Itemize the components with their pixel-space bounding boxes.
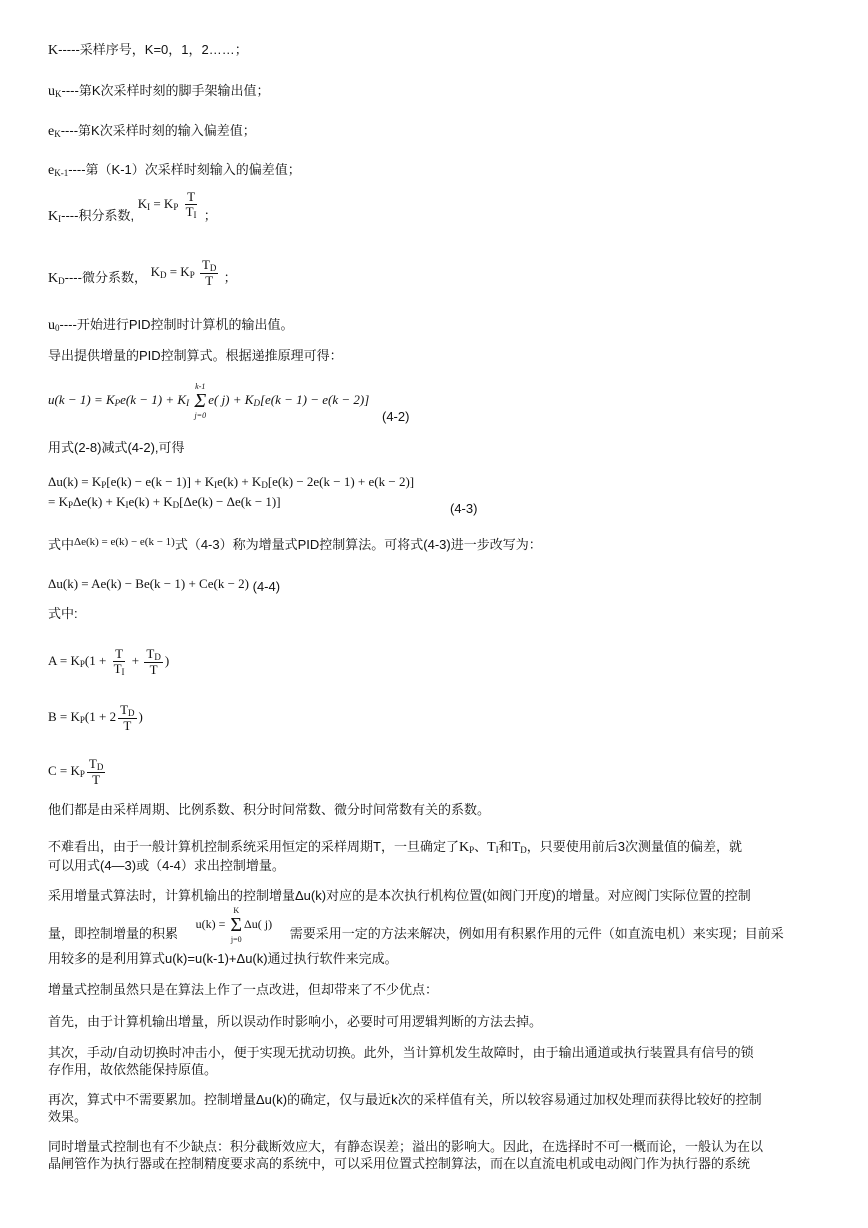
sub-i: I <box>58 214 62 224</box>
num-t: T <box>120 702 129 718</box>
p3-b: 量，即控制增量的积累 <box>48 926 179 941</box>
eq-label-4-4: (4-4) <box>252 579 281 594</box>
paragraph-third-l1: 再次，算式中不需要累加。控制增量Δu(k)的确定，仅与最近k次的采样值有关，所以较容易通过加权处理而获得比较好的控制 <box>48 1092 762 1107</box>
eq-label-4-2: (4-2) <box>382 409 410 424</box>
eq43-l2b: Δe(k) + K <box>73 494 126 509</box>
sub-d: D <box>58 276 65 286</box>
p2-b: ，只要使用前后3次测量值的偏差，就 <box>526 839 742 854</box>
def-ki-text: ----积分系数, <box>61 208 135 223</box>
eqb-close: ) <box>138 709 143 724</box>
def-u0-text: ----开始进行PID控制时计算机的输出值。 <box>59 317 294 332</box>
sigma-bottom: j=0 <box>194 411 207 421</box>
sigma-top: K <box>233 906 240 916</box>
symbol-u: u <box>48 84 55 99</box>
kp-sub: P <box>173 202 179 212</box>
def-ek1 <box>48 162 301 179</box>
eq43-l1a: Δu(k) = K <box>48 474 102 489</box>
sigma-sum <box>194 382 206 420</box>
eq44-math: Δu(k) = Ae(k) − Be(k − 1) + Ce(k − 2) <box>48 576 249 591</box>
paragraph-second-l1: 其次，手动/自动切换时冲击小，便于实现无扰动切换。此外，当计算机发生故障时，由于输出通道或执行装置具有信号的锁 <box>48 1045 754 1060</box>
symbol-e: e <box>48 124 55 139</box>
num-t: T <box>201 257 210 273</box>
sigma-sum <box>230 906 242 944</box>
def-k <box>48 42 248 59</box>
frac-den: T <box>205 273 214 289</box>
sigma-bottom: j=0 <box>230 935 242 945</box>
accum-formula <box>195 906 273 945</box>
def-ek-text: ----第K次采样时刻的输入偏差值； <box>60 123 256 138</box>
kd-lhs: K <box>150 264 160 279</box>
eqa-frac1 <box>112 647 127 677</box>
shizhong-post: 式（4-3）称为增量式PID控制算法。可将式(4-3)进一步改写为： <box>174 537 542 552</box>
p3-line2 <box>48 906 784 944</box>
frac-den <box>112 662 127 677</box>
eq43-l1d: [e(k) − 2e(k − 1) + e(k − 2)] <box>267 474 415 489</box>
ti-sub: I <box>495 845 499 855</box>
kd-sub: D <box>172 500 180 510</box>
eq42-p1: e(k − 1) + K <box>120 392 187 407</box>
kp-sub: P <box>67 500 73 510</box>
eq42-p3: [e(k − 1) − e(k − 2)] <box>259 392 370 407</box>
p2-a: 不难看出，由于一般计算机控制系统采用恒定的采样周期T，一旦确定了 <box>48 839 459 854</box>
sub-0: 0 <box>55 323 60 333</box>
kd-tail: ； <box>223 270 237 285</box>
kd-fraction <box>200 258 218 288</box>
num-sub: D <box>154 652 161 663</box>
num-sub: D <box>96 762 104 773</box>
ki-sub: I <box>214 480 218 490</box>
ki-sub: I <box>186 398 190 408</box>
eq43-l1b: [e(k) − e(k − 1)] + K <box>106 474 215 489</box>
symbol-k: K <box>48 271 59 286</box>
def-ki <box>48 189 217 237</box>
frac-num <box>87 757 105 773</box>
def-uk <box>48 83 270 100</box>
eq43-l2c: e(k) + K <box>128 494 173 509</box>
kd-eq: = K <box>166 264 190 279</box>
def-k-text: -----采样序号，K=0，1，2……； <box>58 42 248 57</box>
num-t: T <box>146 646 155 662</box>
kp-sub: P <box>114 398 121 408</box>
sigma-icon: Σ <box>194 390 207 413</box>
eq43-l2a: = K <box>48 494 68 509</box>
eqa-open: (1 + <box>84 653 110 668</box>
paragraph-drawbacks-l1: 同时增量式控制也有不少缺点：积分截断效应大，有静态误差；溢出的影响大。因此，在选择时不可一概而论，一般认为在以 <box>48 1139 764 1154</box>
frac-den: T <box>149 662 158 678</box>
shizhong-line <box>48 537 542 554</box>
def-kd <box>48 258 237 299</box>
eqc-frac <box>87 757 105 787</box>
ki-sub: I <box>125 500 129 510</box>
paragraph-third-l2: 效果。 <box>48 1109 88 1124</box>
sigma-icon: Σ <box>230 914 243 937</box>
paragraph-sampling <box>48 838 820 874</box>
p3-line3: 用较多的是利用算式u(k)=u(k-1)+Δu(k)通过执行软件来完成。 <box>48 951 398 966</box>
paragraph-drawbacks-l2: 晶闸管作为执行器或在控制精度要求高的系统中，可以采用位置式控制算法，而在以直流电机或电动阀门作为执行器的系统 <box>48 1156 751 1171</box>
symbol-u: u <box>48 318 55 333</box>
p2-and: 和 <box>498 839 512 854</box>
equation-4-3-line2 <box>48 494 281 511</box>
kd-lhs-sub: D <box>159 270 167 280</box>
p2-sep: 、 <box>474 839 488 854</box>
def-u0 <box>48 317 294 334</box>
def-uk-text: ----第K次采样时刻的脚手架输出值； <box>61 83 270 98</box>
eq43-l2d: [Δe(k) − Δe(k − 1)] <box>179 494 281 509</box>
shizhong-label: 式中: <box>48 606 78 621</box>
equation-4-3-line1 <box>48 474 414 491</box>
eqa-plus: + <box>128 653 143 668</box>
frac-num: T <box>187 189 196 205</box>
eqb-open: (1 + 2 <box>84 709 117 724</box>
kp-sub: P <box>189 270 195 280</box>
eq42-lhs: u(k − 1) = K <box>48 392 115 407</box>
kp-symbol: K <box>458 840 470 855</box>
accum-lhs: u(k) = <box>195 917 229 931</box>
eqa-frac2 <box>144 647 162 677</box>
eqa-close: ) <box>164 653 170 668</box>
eqb-lhs: B = K <box>48 709 80 724</box>
den-sub: I <box>121 667 125 678</box>
sigma-top: k-1 <box>195 382 206 392</box>
kp-sub: P <box>101 480 107 490</box>
num-sub: D <box>209 263 217 274</box>
sub-k-1: K-1 <box>54 168 69 178</box>
num-sub: D <box>128 708 135 719</box>
kp-sub: P <box>79 715 85 725</box>
paragraph-advantages: 增量式控制虽然只是在算法上作了一点改进，但却带来了不少优点： <box>48 982 439 997</box>
kp-sub: P <box>469 845 475 855</box>
equation-4-4 <box>48 576 280 592</box>
ki-formula <box>137 189 204 221</box>
kp-sub: P <box>79 769 85 779</box>
accum-rhs: Δu( j) <box>244 917 273 931</box>
use-text: 用式(2-8)减式(4-2),可得 <box>48 440 185 455</box>
frac-num <box>118 703 136 719</box>
eq-label-4-3: (4-3) <box>450 501 478 516</box>
symbol-e: e <box>48 163 55 178</box>
sub-k: K <box>54 129 61 139</box>
frac-num <box>200 258 218 274</box>
sub-k: K <box>55 89 62 99</box>
def-ek <box>48 123 256 140</box>
symbol-k: K <box>48 43 59 58</box>
paragraph-coeffs: 他们都是由采样周期、比例系数、积分时间常数、微分时间常数有关的系数。 <box>48 802 491 817</box>
intro-text: 导出提供增量的PID控制算式。根据递推原理可得： <box>48 348 343 363</box>
equation-c <box>48 752 107 791</box>
def-kd-text: ----微分系数， <box>64 270 147 285</box>
frac-num: T <box>115 646 124 662</box>
eqa-lhs: A = K <box>48 653 80 668</box>
kd-sub: D <box>253 398 260 408</box>
p3-line1: 采用增量式算法时，计算机输出的控制增量Δu(k)对应的是本次执行机构位置(如阀门开度)的增量。对应阀门实际位置的控制 <box>48 888 751 903</box>
frac-den: T <box>92 772 101 788</box>
equation-b <box>48 698 143 737</box>
eqc-lhs: C = K <box>48 763 80 778</box>
den-sub: I <box>193 210 197 221</box>
kp-sub: P <box>79 659 85 669</box>
ti-symbol: T <box>487 840 496 855</box>
kd-sub: D <box>261 480 268 490</box>
symbol-k: K <box>48 209 59 224</box>
num-t: T <box>88 756 97 772</box>
shizhong-pre: 式中 <box>48 537 75 552</box>
equation-a <box>48 642 169 681</box>
p2-c: 可以用式(4—3)或（4-4）求出控制增量。 <box>48 858 285 873</box>
kd-formula <box>150 257 224 289</box>
def-ek1-text: ----第（K-1）次采样时刻输入的偏差值； <box>68 162 301 177</box>
frac-den <box>184 205 199 220</box>
den-t: T <box>113 661 122 677</box>
equation-4-2 <box>48 380 369 421</box>
ki-lhs: K <box>137 196 148 211</box>
p3-c: 需要采用一定的方法来解决，例如用有积累作用的元件（如直流电机）来实现；目前采 <box>289 926 784 941</box>
ki-fraction <box>184 190 199 220</box>
td-sub: D <box>520 845 527 855</box>
eq42-p2: e( j) + K <box>208 392 254 407</box>
td-symbol: T <box>511 840 521 855</box>
paragraph-first: 首先，由于计算机输出增量，所以误动作时影响小，必要时可用逻辑判断的方法去掉。 <box>48 1014 543 1029</box>
eq43-l1c: e(k) + K <box>217 474 262 489</box>
paragraph-second-l2: 存作用，故依然能保持原值。 <box>48 1062 218 1077</box>
ki-lhs-sub: I <box>147 202 151 212</box>
den-t: T <box>185 204 194 220</box>
delta-e-formula: Δe(k) = e(k) − e(k − 1) <box>74 536 175 548</box>
frac-num <box>144 647 162 663</box>
ki-tail: ； <box>203 208 217 223</box>
ki-eq: = K <box>150 196 174 211</box>
eqb-frac <box>118 703 136 733</box>
frac-den: T <box>123 718 132 734</box>
